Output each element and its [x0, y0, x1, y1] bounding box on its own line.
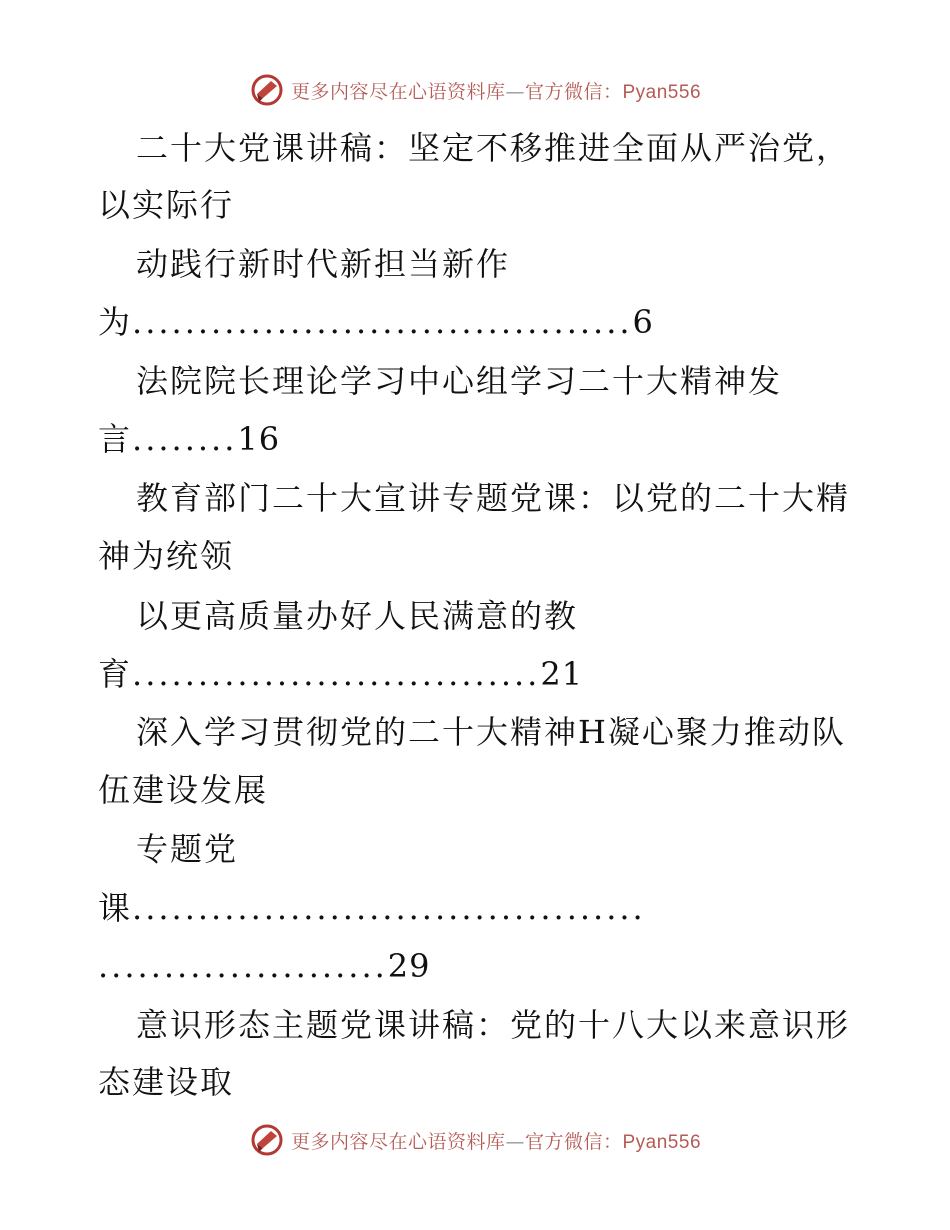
- logo-icon: [249, 1122, 285, 1158]
- toc-entry-4-line-1: 深入学习贯彻党的二十大精神H凝心聚力推动队: [136, 713, 846, 751]
- banner-main: 更多内容尽在心语资料库: [290, 1130, 506, 1153]
- toc-entry-1-line-3: 动践行新时代新担当新作: [136, 245, 511, 283]
- toc-entry-1-tail: 为: [98, 303, 133, 341]
- toc-entry-2-tail: 言: [98, 420, 133, 458]
- toc-entry-2-line-2: [98, 419, 280, 459]
- toc-page-number: 6: [632, 303, 654, 341]
- toc-entry-1-line-1: 二十大党课讲稿：坚定不移推进全面从严治党，: [136, 129, 851, 167]
- banner-separator: —: [505, 1130, 525, 1153]
- toc-entry-4-line-5: [98, 946, 431, 986]
- banner-contact-id: Pyan556: [622, 1131, 702, 1153]
- toc-entry-5-line-2: 态建设取: [98, 1063, 235, 1101]
- toc-entry-3-tail: 育: [98, 655, 133, 693]
- banner-contact-label: 官方微信：: [524, 1130, 623, 1153]
- toc-leader-dots: ...............................: [132, 655, 541, 693]
- toc-entry-2-line-1: 法院院长理论学习中心组学习二十大精神发: [136, 362, 783, 400]
- toc-leader-dots: ........: [132, 420, 238, 458]
- toc-entry-5-line-1: 意识形态主题党课讲稿：党的十八大以来意识形: [136, 1006, 851, 1044]
- toc-entry-4-line-2: 伍建设发展: [98, 771, 269, 809]
- banner-contact-label: 官方微信：: [524, 80, 623, 103]
- footer-banner: [0, 1120, 950, 1160]
- banner-main: 更多内容尽在心语资料库: [290, 80, 506, 103]
- toc-page-number: 16: [237, 420, 281, 458]
- toc-entry-1-line-2: 以实际行: [98, 186, 235, 224]
- toc-entry-3-line-2: 神为统领: [98, 537, 235, 575]
- toc-entry-3-line-4: [98, 654, 583, 694]
- toc-leader-dots: ......................................: [132, 303, 633, 341]
- toc-leader-dots: ......................: [98, 947, 388, 985]
- toc-entry-1-line-4: [98, 302, 654, 342]
- toc-entry-4-line-4: [98, 888, 646, 928]
- banner-separator: —: [505, 80, 525, 103]
- toc-entry-3-line-3: 以更高质量办好人民满意的教: [136, 597, 579, 635]
- toc-entry-3-line-1: 教育部门二十大宣讲专题党课：以党的二十大精: [136, 479, 851, 517]
- toc-page-number: 29: [387, 947, 431, 985]
- toc-entry-4-tail: 课: [98, 889, 133, 927]
- toc-leader-dots: .......................................: [132, 889, 646, 927]
- banner-text: [291, 1127, 701, 1154]
- toc-entry-4-line-3: 专题党: [136, 830, 239, 868]
- banner-contact-id: Pyan556: [622, 81, 702, 103]
- toc-page-number: 21: [540, 655, 584, 693]
